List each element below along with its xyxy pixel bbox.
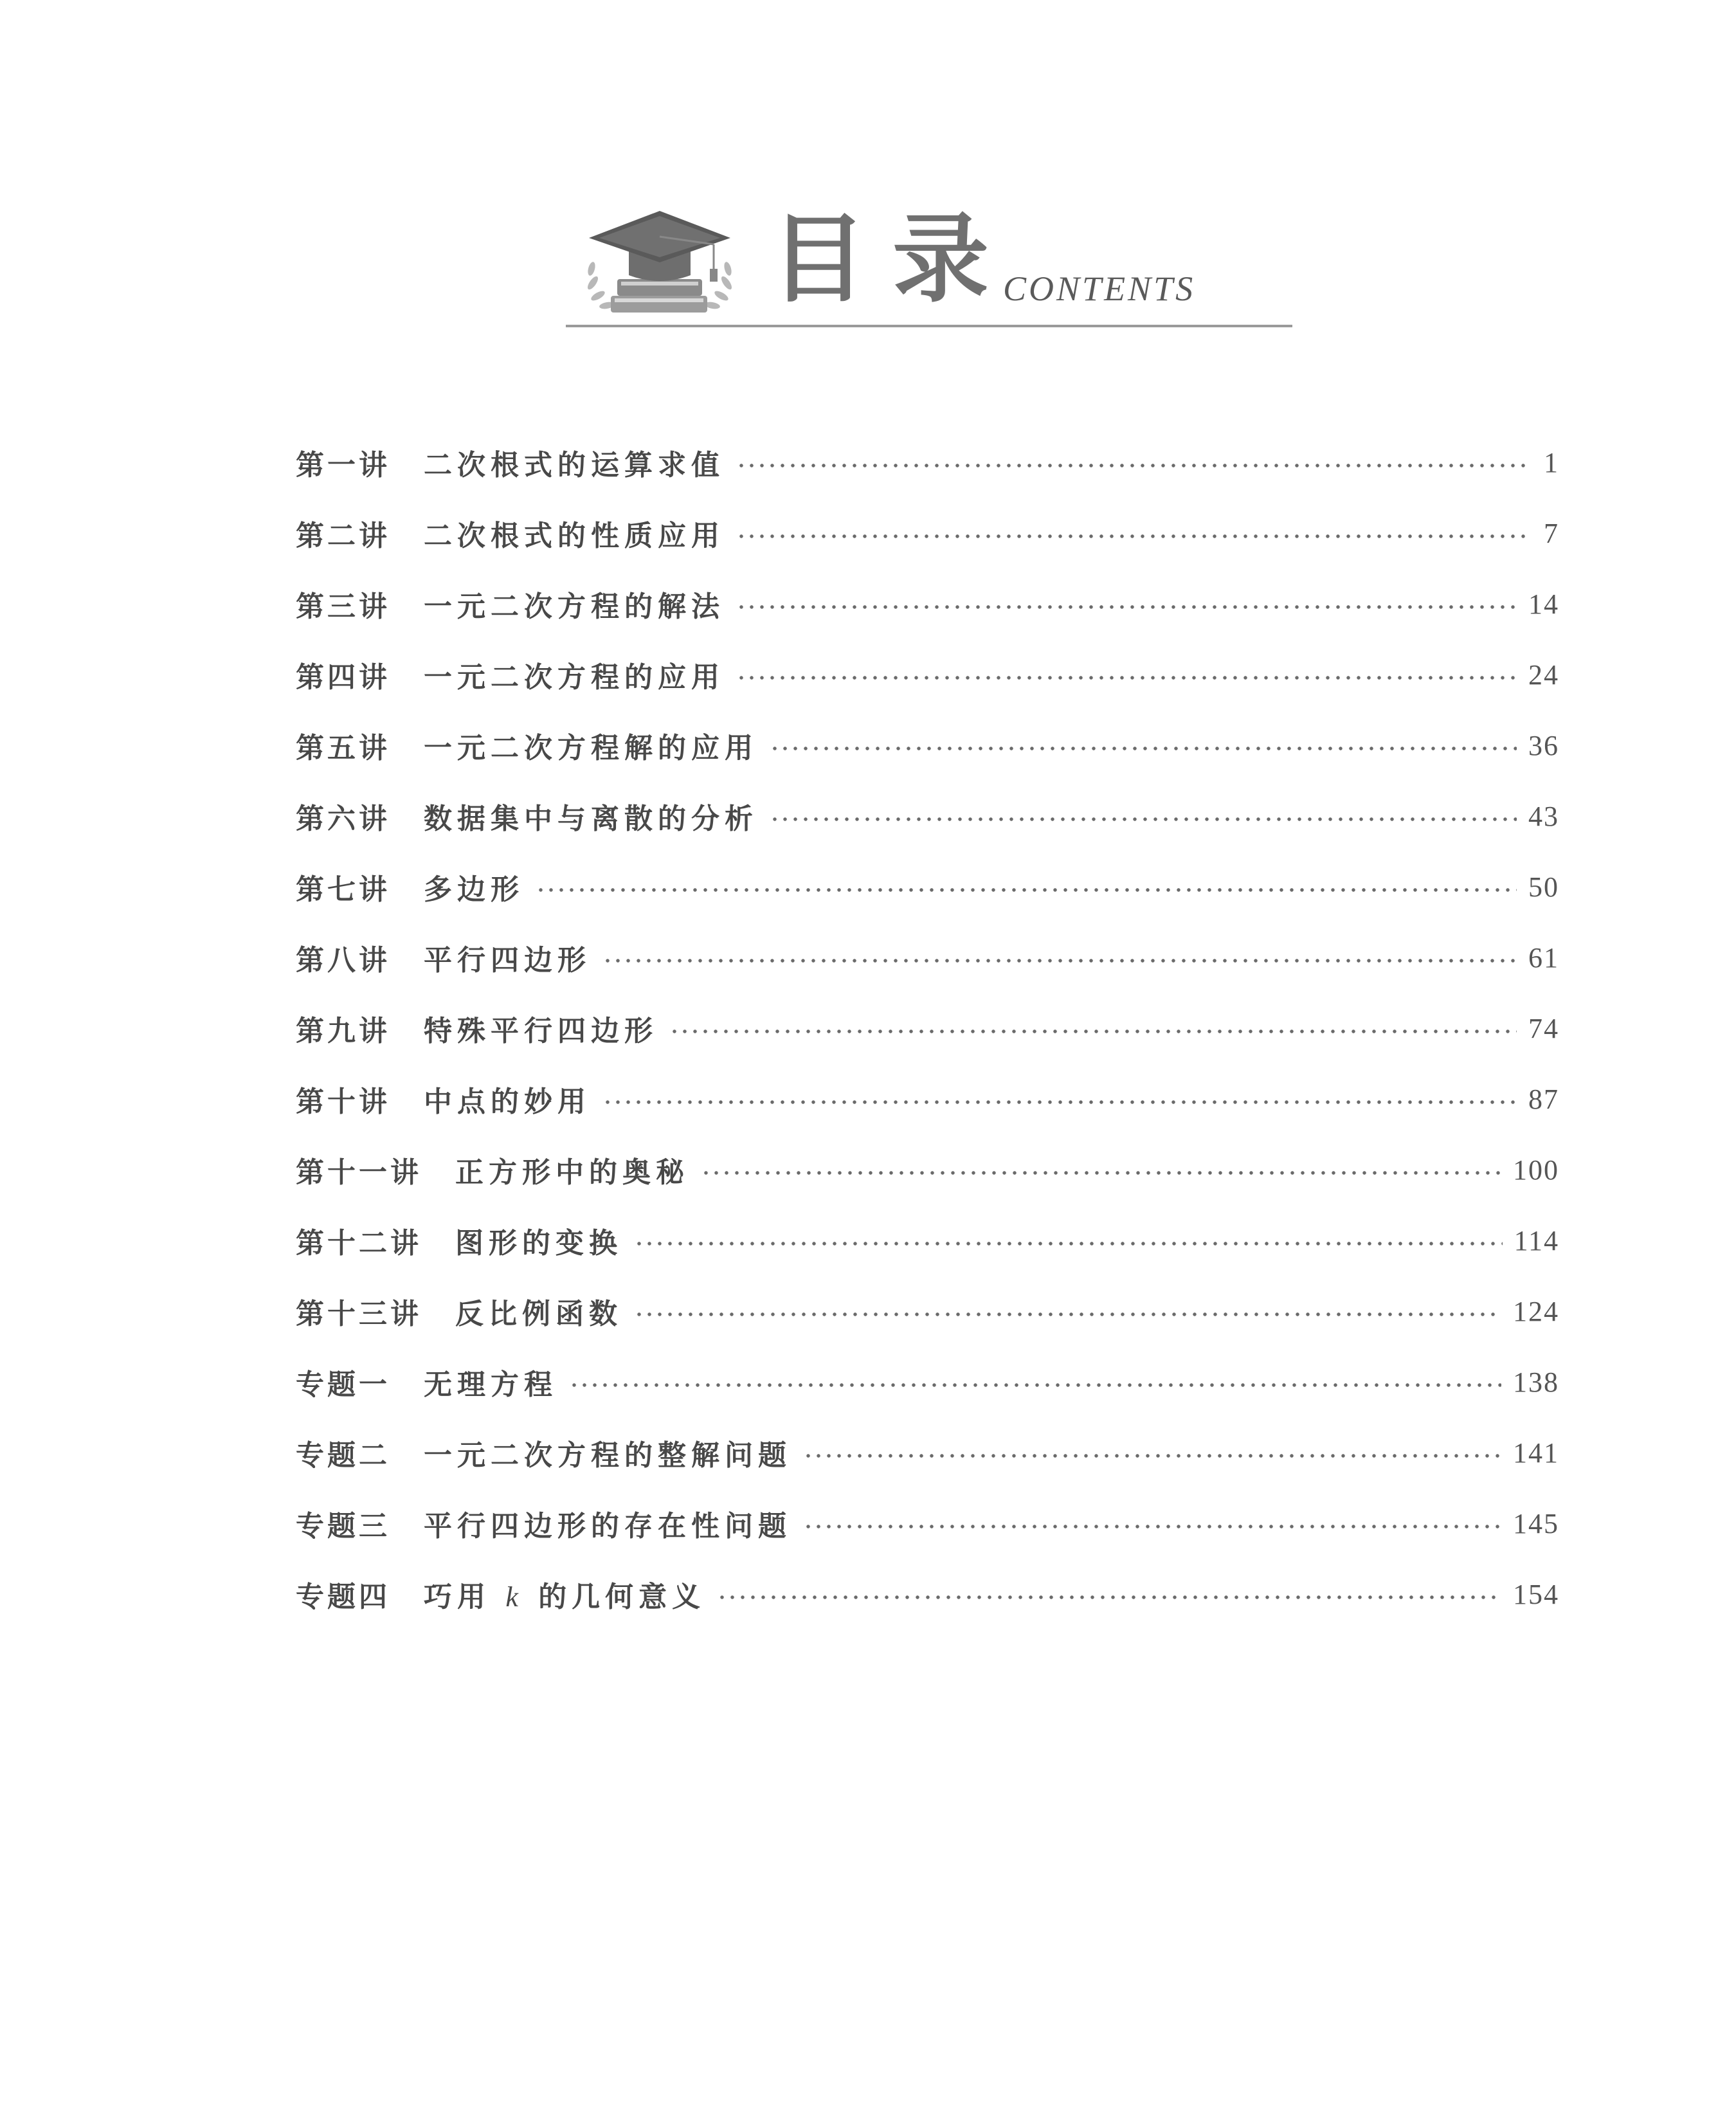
toc-entry-number: 第三讲 (296, 590, 390, 623)
toc-entry-page: 36 (1528, 729, 1559, 761)
dot-leader (803, 1523, 1501, 1530)
toc-entry[interactable] (296, 922, 1559, 993)
dot-leader (602, 1099, 1517, 1105)
toc-entry-title: 平行四边形的存在性问题 (424, 1510, 791, 1543)
toc-entry-number: 第九讲 (296, 1015, 390, 1047)
header-divider (566, 325, 1292, 327)
toc-entry-number: 第十讲 (296, 1085, 390, 1118)
dot-leader (736, 675, 1517, 681)
toc-entry-title: 一元二次方程的应用 (424, 661, 725, 694)
dot-leader (736, 604, 1517, 610)
toc-entry-page: 145 (1513, 1507, 1559, 1539)
toc-entry-title-prefix: 巧用 (424, 1581, 491, 1613)
toc-entry-number: 第七讲 (296, 873, 390, 906)
dot-leader (634, 1311, 1501, 1318)
toc-entry[interactable] (296, 498, 1559, 568)
table-of-contents (296, 427, 1559, 1629)
toc-entry-page: 24 (1528, 658, 1559, 691)
toc-entry[interactable] (296, 781, 1559, 851)
toc-entry-title: 多边形 (424, 873, 524, 906)
toc-entry[interactable] (296, 1205, 1559, 1276)
toc-entry-number: 第十三讲 (296, 1298, 422, 1330)
contents-title: 目录 (770, 203, 1015, 316)
dot-leader (770, 745, 1517, 752)
graduation-cap-on-books-icon (579, 199, 739, 322)
contents-subtitle: CONTENTS (1003, 269, 1196, 308)
contents-header (566, 199, 1292, 334)
toc-entry-page: 7 (1544, 517, 1559, 549)
toc-entry-number: 专题四 (296, 1581, 390, 1613)
toc-entry[interactable] (296, 568, 1559, 639)
toc-entry[interactable] (296, 851, 1559, 922)
toc-entry-number: 第八讲 (296, 944, 390, 977)
dot-leader (569, 1382, 1501, 1388)
toc-entry-page: 154 (1513, 1578, 1559, 1610)
toc-entry[interactable] (296, 639, 1559, 710)
toc-entry-page: 141 (1513, 1437, 1559, 1469)
toc-entry-title: 一元二次方程解的应用 (424, 732, 758, 765)
toc-entry-title: 二次根式的运算求值 (424, 449, 725, 482)
toc-entry-title: 二次根式的性质应用 (424, 520, 725, 552)
toc-entry[interactable] (296, 1488, 1559, 1559)
toc-entry-number: 第十一讲 (296, 1156, 422, 1189)
toc-entry-page: 114 (1514, 1224, 1559, 1256)
toc-entry-page: 74 (1528, 1012, 1559, 1044)
toc-entry-number: 第四讲 (296, 661, 390, 694)
dot-leader (736, 533, 1528, 540)
dot-leader (634, 1240, 1503, 1247)
toc-entry-number: 第一讲 (296, 449, 390, 482)
toc-entry-title: 图形的变换 (455, 1227, 622, 1260)
toc-entry-title: 平行四边形 (424, 944, 591, 977)
toc-entry-title: 特殊平行四边形 (424, 1015, 658, 1047)
toc-entry-page: 87 (1528, 1083, 1559, 1115)
dot-leader (669, 1028, 1517, 1035)
toc-entry[interactable] (296, 1134, 1559, 1205)
toc-entry-title: 一元二次方程的整解问题 (424, 1439, 791, 1472)
dot-leader (536, 887, 1517, 893)
dot-leader (701, 1170, 1501, 1176)
toc-entry-title: 正方形中的奥秘 (455, 1156, 689, 1189)
dot-leader (717, 1594, 1501, 1601)
toc-entry-number: 专题三 (296, 1510, 390, 1543)
toc-entry[interactable] (296, 1064, 1559, 1134)
toc-entry-page: 138 (1513, 1366, 1559, 1398)
toc-entry-number: 专题一 (296, 1368, 390, 1401)
toc-entry-page: 43 (1528, 800, 1559, 832)
dot-leader (803, 1453, 1501, 1459)
toc-entry-number: 第六讲 (296, 803, 390, 835)
toc-entry[interactable] (296, 1276, 1559, 1347)
toc-entry-number: 专题二 (296, 1439, 390, 1472)
toc-entry-title: 数据集中与离散的分析 (424, 803, 758, 835)
toc-entry-page: 50 (1528, 871, 1559, 903)
toc-entry-title (424, 1573, 705, 1615)
toc-entry-title: 无理方程 (424, 1368, 557, 1401)
toc-entry-page: 1 (1544, 446, 1559, 478)
toc-entry-title: 中点的妙用 (424, 1085, 591, 1118)
toc-entry[interactable] (296, 1417, 1559, 1488)
toc-entry[interactable] (296, 1559, 1559, 1629)
toc-entry-page: 61 (1528, 941, 1559, 974)
toc-entry[interactable] (296, 1347, 1559, 1417)
toc-entry-page: 14 (1528, 588, 1559, 620)
dot-leader (736, 462, 1528, 469)
toc-entry-number: 第二讲 (296, 520, 390, 552)
toc-entry-title: 反比例函数 (455, 1298, 622, 1330)
dot-leader (602, 957, 1517, 964)
toc-entry-title-variable: k (505, 1581, 523, 1613)
toc-entry[interactable] (296, 710, 1559, 781)
toc-entry[interactable] (296, 427, 1559, 498)
toc-entry[interactable] (296, 993, 1559, 1064)
toc-entry-number: 第十二讲 (296, 1227, 422, 1260)
dot-leader (770, 816, 1517, 822)
toc-entry-page: 124 (1513, 1295, 1559, 1327)
toc-entry-page: 100 (1513, 1154, 1559, 1186)
toc-entry-number: 第五讲 (296, 732, 390, 765)
toc-entry-title-suffix: 的几何意义 (538, 1581, 706, 1613)
toc-entry-title: 一元二次方程的解法 (424, 590, 725, 623)
